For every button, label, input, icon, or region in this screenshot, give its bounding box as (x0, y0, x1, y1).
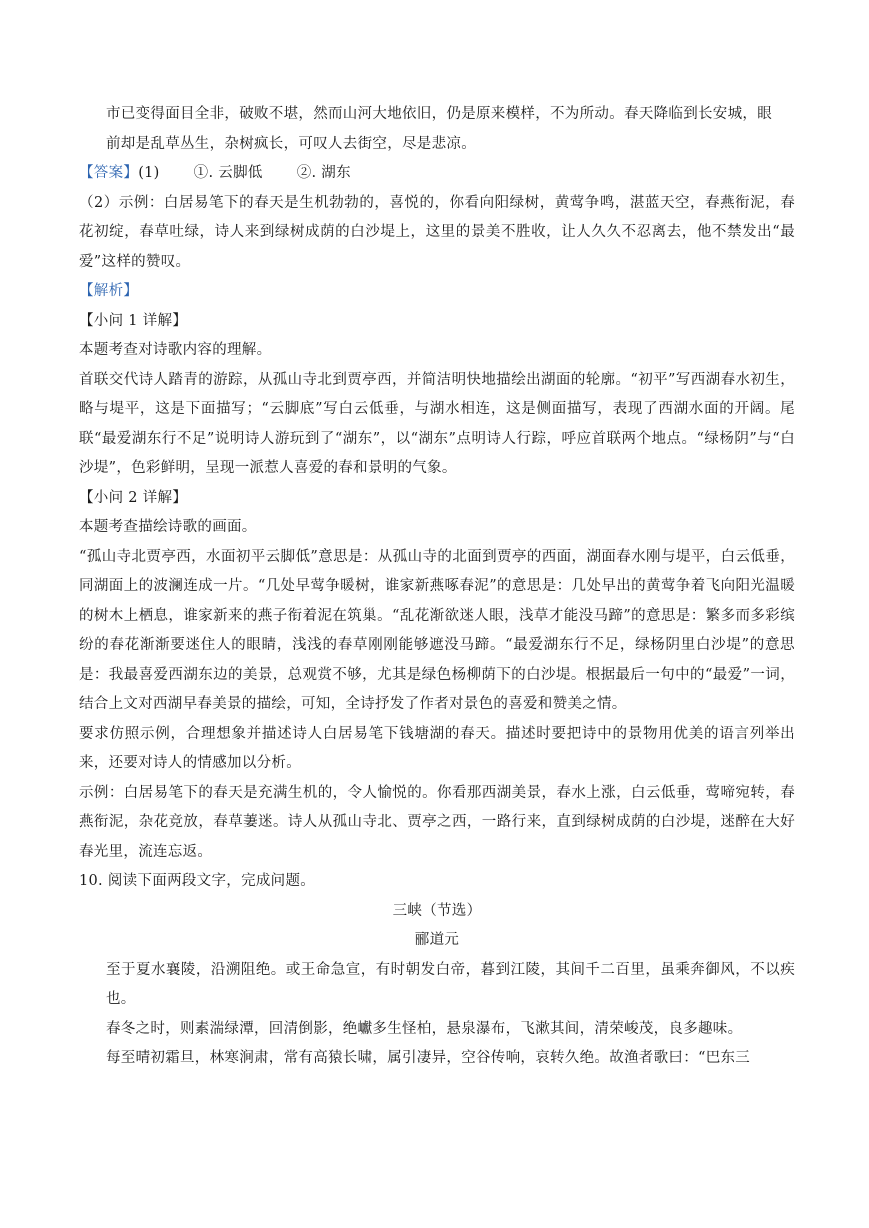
answer-q2: （2）示例：白居易笔下的春天是生机勃勃的，喜悦的，你看向阳绿树，黄莺争鸣，湛蓝天空，春燕衔泥，春花初绽，春草吐绿，诗人来到绿树成荫的白沙堤上，这里的景美不胜收，让人久久不忍离去，他不禁发出“最爱”这样的赞叹。 (79, 194, 795, 270)
sub1-title: 【小问 1 详解】 (79, 312, 188, 329)
sub2-title: 【小问 2 详解】 (79, 489, 188, 506)
continuation-line-2: 前却是乱草丛生，杂树疯长，可叹人去街空，尽是悲凉。 (106, 135, 476, 152)
passage-para-3: 每至晴初霜旦，林寒涧肃，常有高猿长啸，属引凄异，空谷传响，哀转久绝。故渔者歌曰：“巴东三 (106, 1050, 751, 1066)
continuation-line-1: 市已变得面目全非，破败不堪，然而山河大地依旧，仍是原来模样，不为所动。春天降临到长安城，眼 (106, 106, 772, 122)
answer-line (79, 159, 795, 189)
answer-q1-label: (1) (138, 165, 160, 181)
answer-2: ②. 湖东 (296, 165, 351, 181)
document-page (79, 100, 795, 1074)
answer-1: ①. 云脚低 (193, 165, 263, 181)
passage-para-1: 至于夏水襄陵，沿溯阻绝。或王命急宣，有时朝发白帝，暮到江陵，其间千二百里，虽乘奔御风，不以疾也。 (106, 961, 795, 1007)
sub2-para-3: 要求仿照示例，合理想象并描述诗人白居易笔下钱塘湖的春天。描述时要把诗中的景物用优美的语言列举出来，还要对诗人的情感加以分析。 (79, 725, 795, 771)
sub1-para-1: 本题考查对诗歌内容的理解。 (79, 342, 272, 358)
sub1-para-2: 首联交代诗人踏青的游踪，从孤山寺北到贾亭西，并简洁明快地描绘出湖面的轮廓。“初平”写西湖春水初生，略与堤平，这是下面描写；“云脚底”写白云低垂，与湖水相连，这是侧面描写，表现了西湖水面的开阔。尾联“最爱湖东行不足”说明诗人游玩到了“湖东”，以“湖东”点明诗人行踪，呼应首联两个地点。“绿杨阴”与“白沙堤”，色彩鲜明，呈现一派惹人喜爱的春和景明的气象。 (79, 371, 795, 476)
passage-title: 三峡（节选） (392, 902, 482, 919)
sub2-para-2: “孤山寺北贾亭西，水面初平云脚低”意思是：从孤山寺的北面到贾亭的西面，湖面春水刚与堤平，白云低垂，同湖面上的波澜连成一片。“几处早莺争暖树，谁家新燕啄春泥”的意思是：几处早出的黄莺争着飞向阳光温暖的树木上栖息，谁家新来的燕子衔着泥在筑巢。“乱花渐欲迷人眼，浅草才能没马蹄”的意思是：繁多而多彩缤纷的春花渐渐要迷住人的眼睛，浅浅的春草刚刚能够遮没马蹄。“最爱湖东行不足，绿杨阴里白沙堤”的意思是：我最喜爱西湖东边的美景，总观赏不够，尤其是绿色杨柳荫下的白沙堤。根据最后一句中的“最爱”一词，结合上文对西湖早春美景的描绘，可知，全诗抒发了作者对景色的喜爱和赞美之情。 (79, 548, 795, 712)
passage-para-2: 春冬之时，则素湍绿潭，回清倒影，绝巘多生怪柏，悬泉瀑布，飞漱其间，清荣峻茂，良多趣味。 (106, 1020, 743, 1037)
answer-tag: 【答案】 (79, 165, 139, 181)
analysis-tag: 【解析】 (79, 283, 139, 299)
question-10: 10. 阅读下面两段文字，完成问题。 (79, 873, 316, 889)
passage-author: 郦道元 (414, 932, 460, 948)
sub2-para-1: 本题考查描绘诗歌的画面。 (79, 519, 257, 535)
sub2-para-4: 示例：白居易笔下的春天是充满生机的，令人愉悦的。你看那西湖美景，春水上涨，白云低垂，莺啼宛转，春燕衔泥，杂花竞放，春草萋迷。诗人从孤山寺北、贾亭之西，一路行来，直到绿树成荫的白沙堤，迷醉在大好春光里，流连忘返。 (79, 784, 795, 860)
